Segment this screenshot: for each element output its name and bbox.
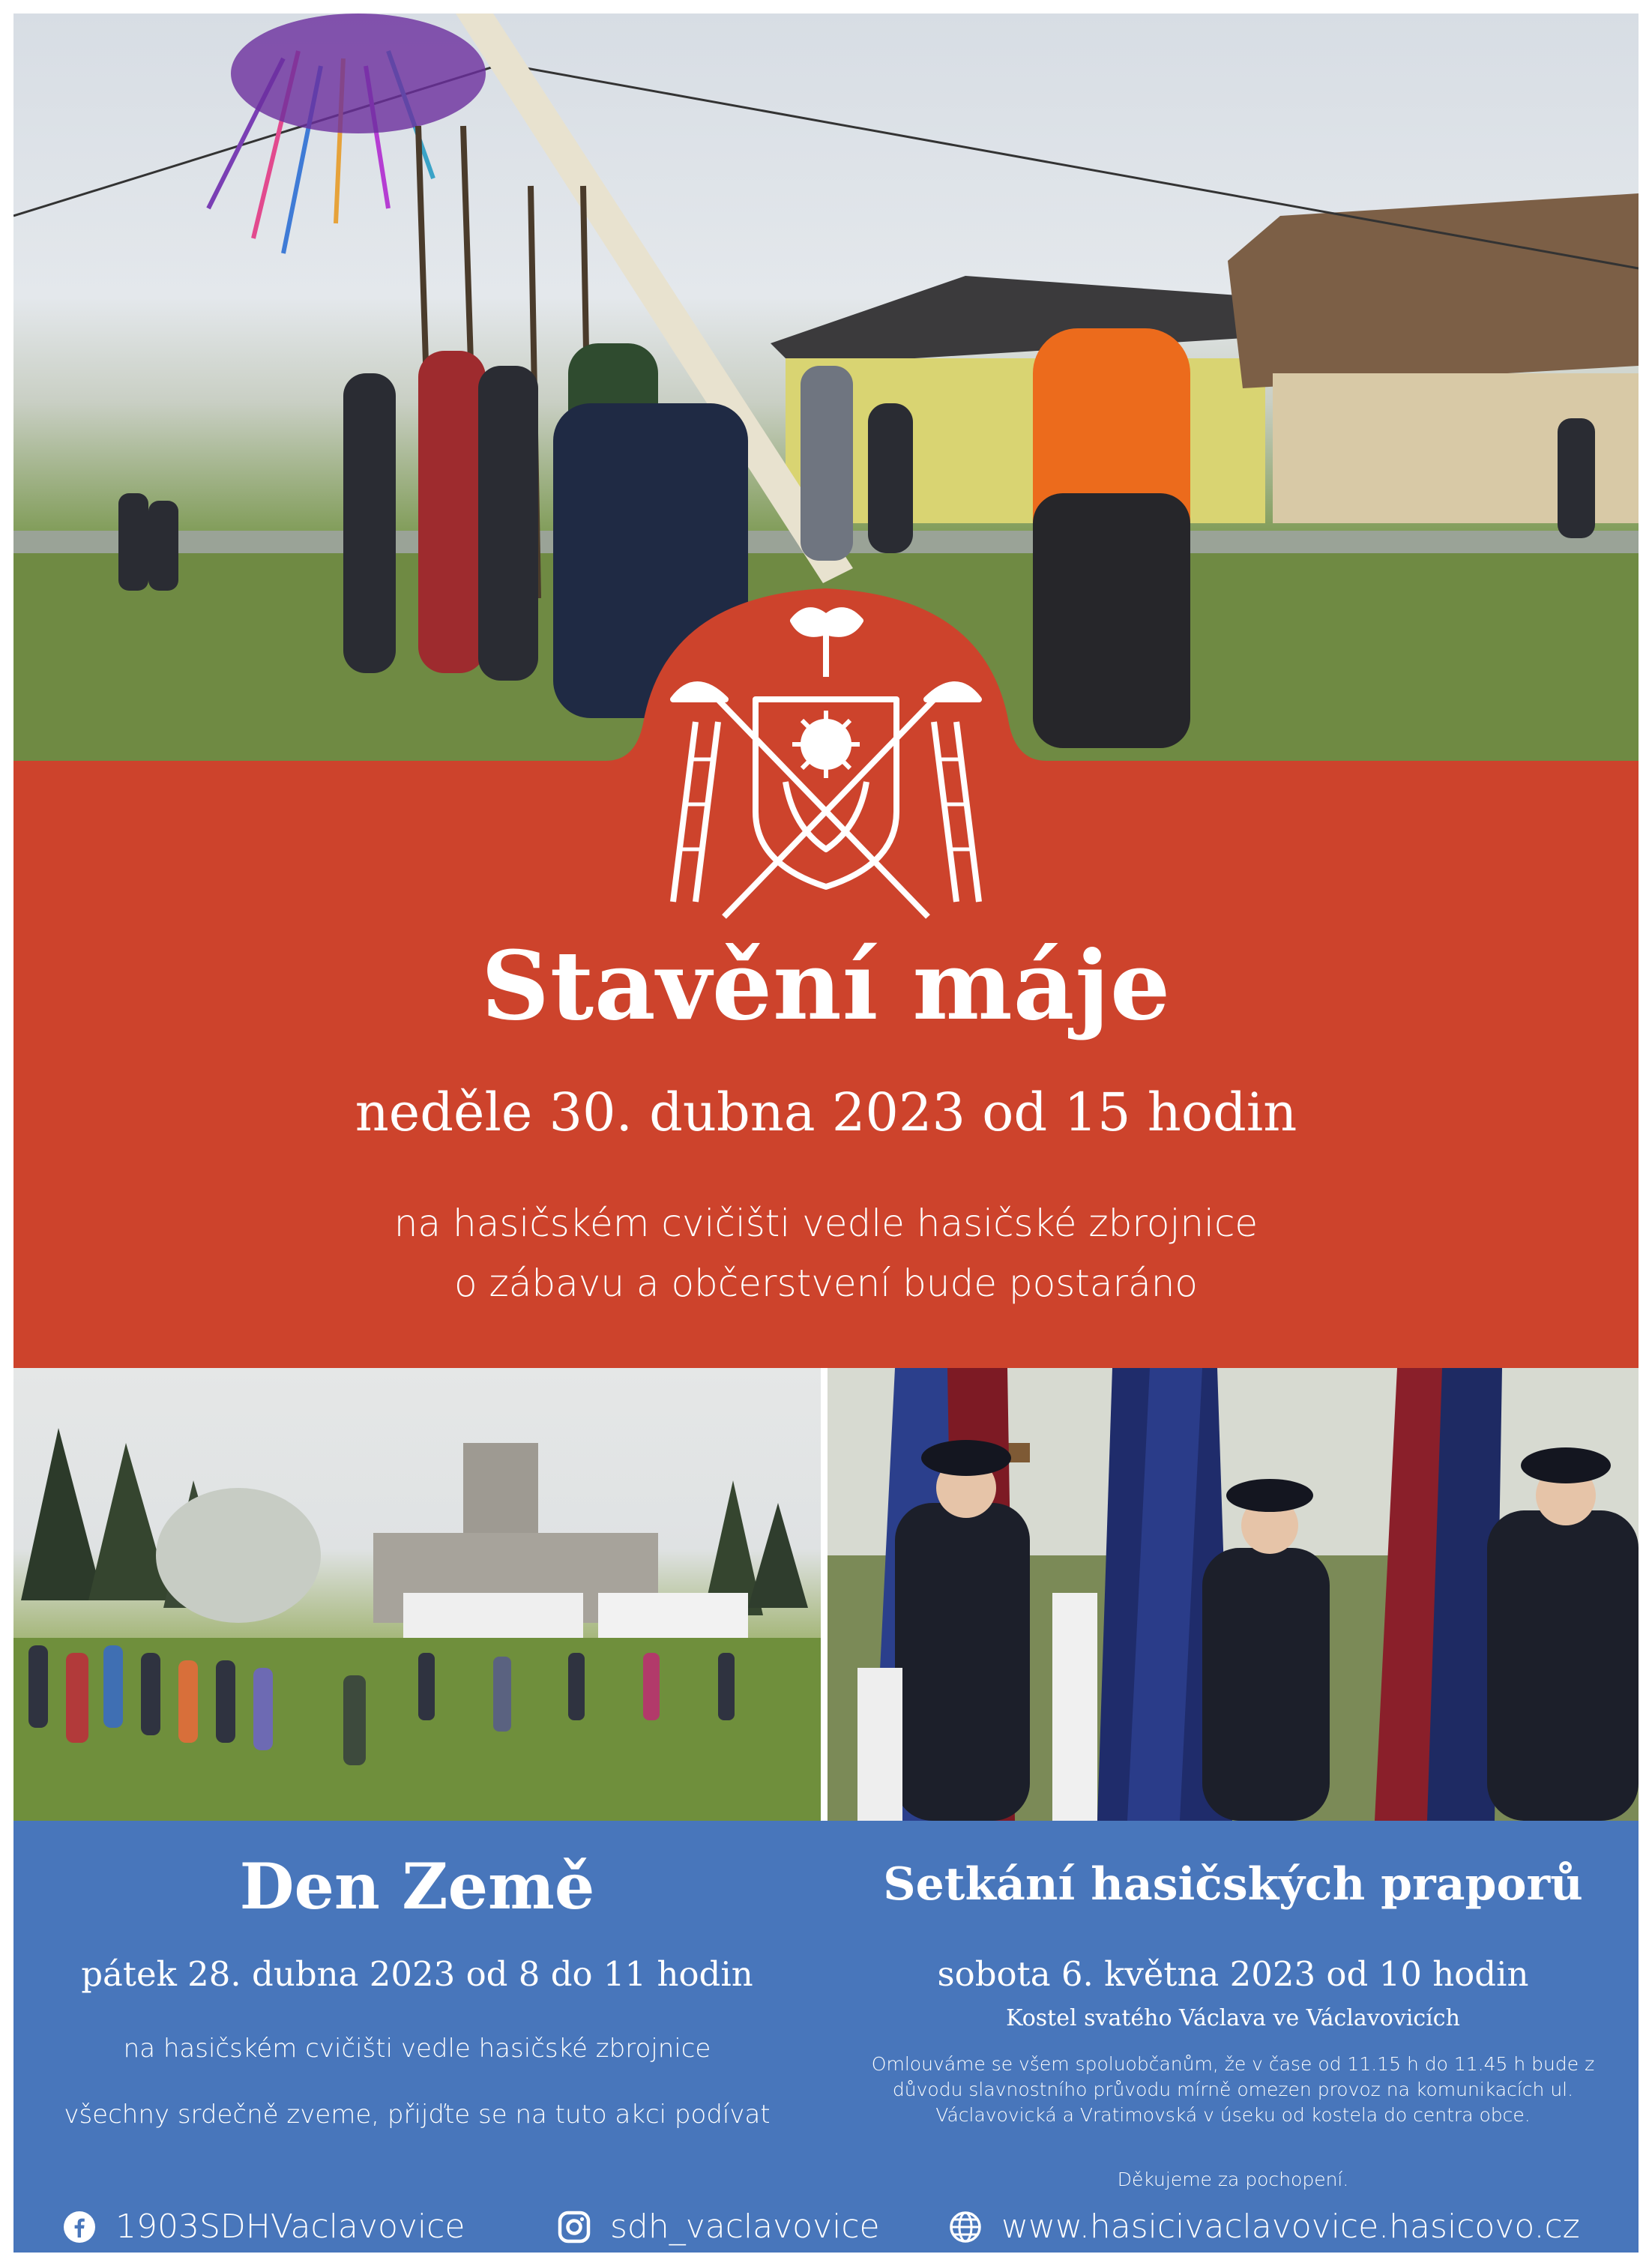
facebook-link[interactable] — [63, 2208, 465, 2246]
secondary-events-panel — [13, 1821, 1639, 2253]
earth-day-title: Den Země — [239, 1849, 595, 1923]
main-event-note: o zábavu a občerstvení bude postaráno — [454, 1262, 1198, 1305]
website-link[interactable] — [949, 2208, 1580, 2246]
photo-flag-ceremony — [827, 1368, 1639, 1821]
website-url: www.hasicivaclavovice.hasicovo.cz — [1001, 2208, 1580, 2246]
poster — [13, 13, 1639, 2253]
instagram-link[interactable] — [558, 2208, 880, 2246]
main-event-date: neděle 30. dubna 2023 od 15 hodin — [355, 1082, 1297, 1143]
main-event-title: Stavění máje — [480, 930, 1172, 1041]
instagram-handle: sdh_vaclavovice — [610, 2208, 880, 2246]
earth-day-date: pátek 28. dubna 2023 od 8 do 11 hodin — [81, 1954, 753, 1994]
flag-meeting-title: Setkání hasičských praporů — [883, 1858, 1583, 1911]
photo-earth-day — [13, 1368, 821, 1821]
emblem-graphic — [606, 587, 1055, 947]
flag-meeting-date: sobota 6. května 2023 od 10 hodin — [937, 1954, 1529, 1994]
instagram-icon — [558, 2211, 591, 2244]
traffic-notice: Omlouváme se všem spoluobčanům, že v čase od 11.15 h do 11.45 h bude z důvodu slavnostního průvodu mírně omezen provoz na komunikacích ul. Václavovická a Vratimovská v úseku od kostela do centra obce. — [871, 2053, 1595, 2126]
main-event-location: na hasičském cvičišti vedle hasičské zbrojnice — [394, 1202, 1258, 1245]
earth-day-location: na hasičském cvičišti vedle hasičské zbrojnice — [123, 2034, 711, 2064]
main-event-panel — [13, 761, 1639, 1368]
thanks-note: Děkujeme za pochopení. — [1117, 2169, 1349, 2190]
flag-meeting-location: Kostel svatého Václava ve Václavovicích — [1006, 2005, 1460, 2031]
earth-day-invitation: všechny srdečně zveme, přijďte se na tuto akci podívat — [64, 2100, 771, 2130]
facebook-handle: 1903SDHVaclavovice — [115, 2208, 465, 2246]
facebook-icon — [63, 2211, 96, 2244]
globe-icon — [949, 2211, 982, 2244]
